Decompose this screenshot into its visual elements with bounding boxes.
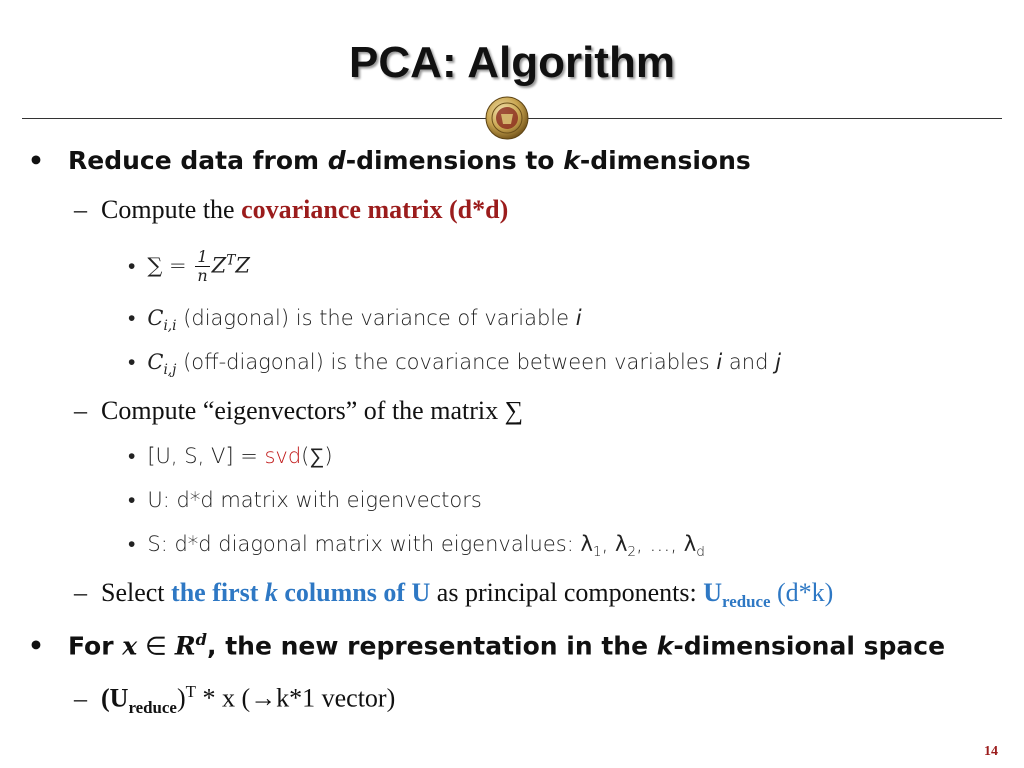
dash-marker: – (74, 683, 87, 713)
highlight: the first (171, 578, 265, 607)
var-j: j (775, 350, 781, 374)
superscript: d (195, 630, 207, 649)
c: C (147, 306, 164, 330)
subscript: reduce (722, 592, 771, 612)
covariance-highlight: covariance matrix (d*d) (241, 195, 509, 224)
var-i: i (716, 350, 723, 374)
text: k*1 vector) (276, 683, 396, 713)
bullet-marker: • (128, 350, 136, 374)
text: [U, S, V] = (147, 444, 265, 468)
z: Z (211, 253, 227, 278)
text: Select (101, 578, 172, 607)
dash-marker: – (74, 578, 87, 607)
bullet-marker: • (128, 532, 136, 556)
lambda: λ (683, 532, 697, 556)
svd-function: svd (264, 444, 302, 468)
text: : d*d matrix with eigenvectors (162, 488, 482, 512)
text: (∑) (301, 444, 333, 468)
bullet-reduce-data (28, 146, 751, 175)
text: (off-diagonal) is the covariance between variables (183, 350, 717, 374)
bullet-marker: • (28, 146, 44, 175)
text: (diagonal) is the variance of variable (183, 306, 576, 330)
bullet-marker: • (128, 306, 136, 330)
u-reduce: U (703, 578, 723, 607)
sub-compute-eigenvectors (74, 396, 523, 426)
text: -dimensions to (345, 146, 564, 175)
diagonal-note (128, 306, 582, 334)
sub-projection (74, 682, 395, 718)
bullet-marker: • (128, 444, 136, 468)
text: (d*k) (770, 578, 834, 607)
text: , …, (636, 532, 684, 556)
in-symbol: ∈ (137, 631, 175, 661)
bullet-new-representation (28, 630, 945, 660)
dash-marker: – (74, 396, 87, 425)
sigma: ∑ (147, 253, 163, 278)
subscript: d (696, 544, 705, 561)
text: For (67, 631, 123, 661)
subscript: i,j (163, 362, 177, 379)
subscript: i,i (163, 318, 177, 335)
slide-title: PCA: Algorithm (349, 38, 675, 87)
var-d: d (327, 146, 346, 175)
bullet-marker: • (128, 488, 136, 512)
var-i: i (575, 306, 582, 330)
paren: ) (176, 683, 186, 713)
bullet-marker: • (128, 253, 136, 278)
var-x: x (122, 631, 138, 661)
z: Z (235, 253, 250, 278)
text: and (722, 350, 776, 374)
off-diagonal-note (128, 350, 781, 378)
text: Reduce data from (67, 146, 328, 175)
var-k: k (656, 631, 674, 661)
u-reduce: U (109, 683, 129, 713)
bullet-marker: • (28, 631, 44, 661)
subscript: 2 (627, 544, 637, 561)
text: as principal components: (430, 578, 704, 607)
u-description (128, 488, 482, 513)
transpose: T (185, 682, 196, 701)
c: C (147, 350, 164, 374)
sub-select-components (74, 578, 833, 612)
text: , (601, 532, 615, 556)
text: , the new representation in the (207, 631, 657, 661)
text: -dimensions (579, 146, 751, 175)
university-seal-icon (485, 96, 529, 140)
frac-num: 1 (195, 248, 209, 267)
subscript: reduce (128, 697, 177, 717)
var-k: k (563, 146, 580, 175)
arrow-right-icon: → (250, 683, 277, 713)
page-number: 14 (984, 744, 998, 759)
equals: = (169, 253, 187, 278)
highlight: columns of U (277, 578, 431, 607)
var-k: k (264, 578, 278, 607)
transpose: T (226, 252, 236, 269)
u-label: U (147, 488, 163, 512)
paren: ( (101, 683, 110, 713)
lambda: λ (614, 532, 628, 556)
fraction (195, 248, 209, 285)
text: Compute the (101, 195, 242, 224)
svd-formula (128, 444, 333, 469)
text: Compute “eigenvectors” of the matrix ∑ (101, 396, 524, 425)
frac-den: n (197, 266, 208, 285)
text: -dimensional space (673, 631, 946, 661)
s-description (128, 532, 705, 560)
lambda: λ (580, 532, 593, 556)
dash-marker: – (74, 195, 87, 224)
text: * x ( (195, 683, 251, 713)
sub-compute-covariance (74, 195, 508, 225)
var-r: R (174, 631, 196, 661)
text: : d*d diagonal matrix with eigenvalues: (160, 532, 581, 556)
s-label: S (147, 532, 161, 556)
formula-sigma (128, 248, 250, 285)
subscript: 1 (592, 544, 602, 561)
